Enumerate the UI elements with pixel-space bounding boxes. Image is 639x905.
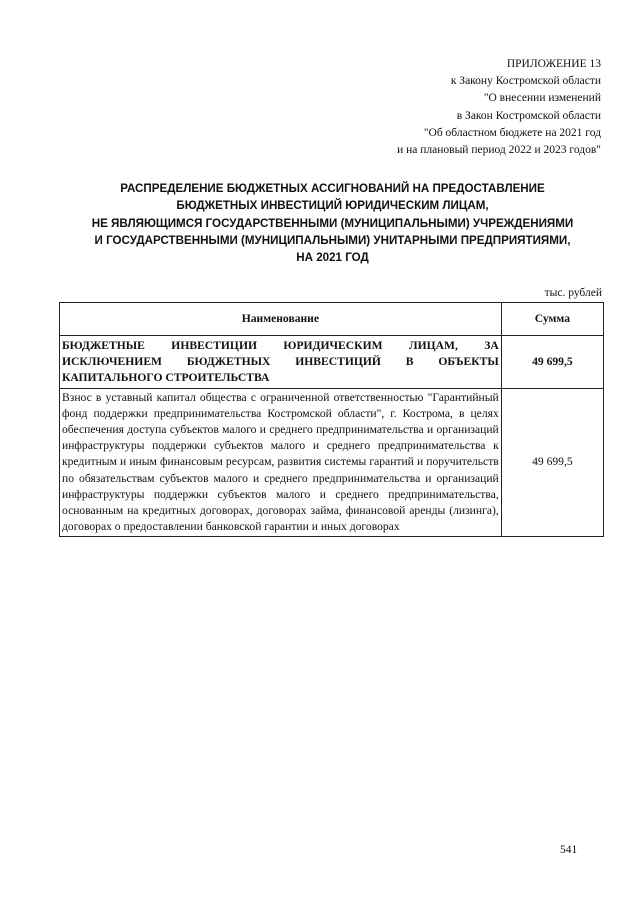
appendix-reference-line: "О внесении изменений — [483, 92, 601, 105]
appendix-number: ПРИЛОЖЕНИЕ 13 — [506, 58, 601, 70]
row-sum: 49 699,5 — [501, 388, 603, 537]
column-header-name: Наименование — [60, 303, 502, 336]
title-line: НА 2021 ГОД — [296, 251, 369, 265]
table-header-row — [60, 303, 604, 336]
page-number: 541 — [560, 844, 578, 856]
total-row-sum: 49 699,5 — [501, 336, 603, 389]
table-row — [60, 388, 604, 537]
budget-table — [59, 302, 604, 537]
title-line: НЕ ЯВЛЯЮЩИМСЯ ГОСУДАРСТВЕННЫМИ (МУНИЦИПАЛЬНЫМИ) УЧРЕЖДЕНИЯМИ — [91, 216, 574, 230]
title-line: И ГОСУДАРСТВЕННЫМИ (МУНИЦИПАЛЬНЫМИ) УНИТАРНЫМИ ПРЕДПРИЯТИЯМИ, — [94, 233, 571, 247]
appendix-reference-line: в Закон Костромской области — [456, 109, 601, 122]
document-title — [40, 180, 625, 266]
row-name: Взнос в уставный капитал общества с ограниченной ответственностью "Гарантийный фонд поддержки предпринимательства Костромской области", г. Кострома, в целях обеспечения доступа субъектов малого и среднего предпринимательства и организаций инфраструктуры поддержки субъектов малого и среднего предпринимательства к кредитным и иным финансовым ресурсам, развития системы гарантий и поручительств по обязательствам субъектов малого и среднего предпринимательства и организаций инфраструктуры поддержки субъектов малого и среднего предпринимательства, основанным на кредитных договорах, договорах займа, финансовой аренды (лизинга), договорах о предоставлении банковской гарантии и иных договорах — [60, 388, 502, 537]
appendix-reference-line: и на плановый период 2022 и 2023 годов" — [397, 144, 601, 157]
title-line: РАСПРЕДЕЛЕНИЕ БЮДЖЕТНЫХ АССИГНОВАНИЙ НА ПРЕДОСТАВЛЕНИЕ — [120, 182, 545, 195]
appendix-header — [281, 56, 601, 159]
column-header-sum: Сумма — [501, 303, 603, 336]
appendix-reference-line: к Закону Костромской области — [450, 75, 601, 88]
units-label: тыс. рублей — [544, 287, 602, 299]
total-row-name: БЮДЖЕТНЫЕ ИНВЕСТИЦИИ ЮРИДИЧЕСКИМ ЛИЦАМ, ЗА ИСКЛЮЧЕНИЕМ БЮДЖЕТНЫХ ИНВЕСТИЦИЙ В ОБЪЕКТЫ КАПИТАЛЬНОГО СТРОИТЕЛЬСТВА — [60, 336, 502, 389]
title-line: БЮДЖЕТНЫХ ИНВЕСТИЦИЙ ЮРИДИЧЕСКИМ ЛИЦАМ, — [176, 199, 489, 213]
appendix-reference-line: "Об областном бюджете на 2021 год — [423, 126, 601, 139]
table-total-row — [60, 336, 604, 389]
